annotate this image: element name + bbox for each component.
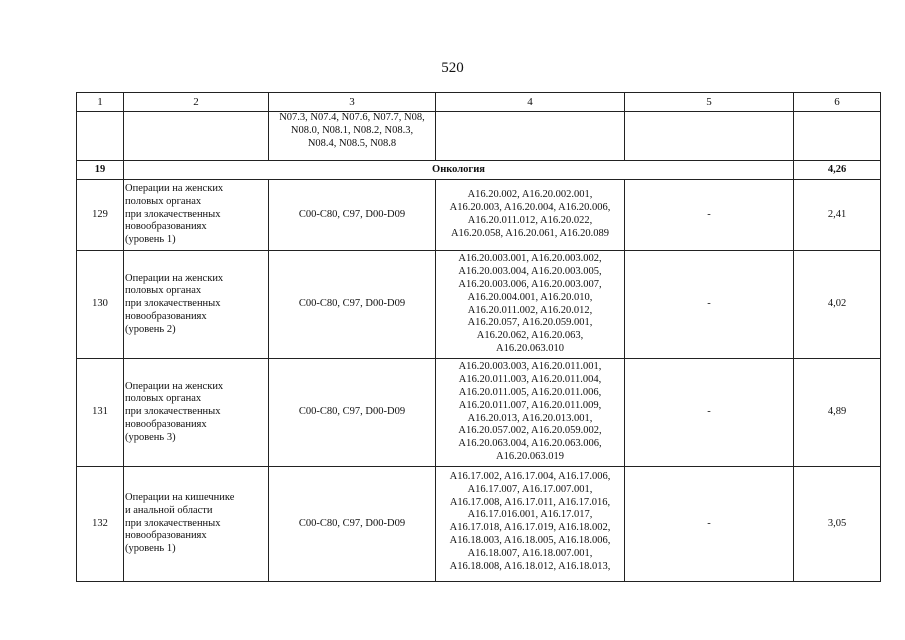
header-row: [77, 93, 881, 112]
header-col-1: 1: [77, 93, 124, 112]
header-col-2: 2: [124, 93, 269, 112]
cell-coefficient: [794, 112, 881, 161]
section-number: 19: [77, 161, 124, 180]
table-row: [77, 251, 881, 359]
header-col-3: 3: [269, 93, 436, 112]
cell-service-codes: [436, 112, 625, 161]
cell-name: [124, 112, 269, 161]
cell-service-codes: A16.20.003.003, A16.20.011.001, A16.20.011.003, A16.20.011.004, A16.20.011.005, A16.20.011.006, A16.20.011.007, A16.20.011.009, A16.20.013, A16.20.013.001, A16.20.057.002, A16.20.059.002, A16.20.063.004, A16.20.063.006, A16.20.063.019: [436, 359, 625, 467]
cell-number: 129: [77, 180, 124, 251]
cell-mkb-codes: N07.3, N07.4, N07.6, N07.7, N08, N08.0, N08.1, N08.2, N08.3, N08.4, N08.5, N08.8: [269, 112, 436, 161]
cell-name: Операции на женских половых органах при злокачественных новообразованиях (уровень 3): [124, 359, 269, 467]
cell-other: -: [625, 359, 794, 467]
cell-mkb-codes: C00-C80, C97, D00-D09: [269, 359, 436, 467]
cell-name: Операции на женских половых органах при злокачественных новообразованиях (уровень 2): [124, 251, 269, 359]
cell-name: Операции на женских половых органах при злокачественных новообразованиях (уровень 1): [124, 180, 269, 251]
table-row: [77, 359, 881, 467]
tariff-table: [76, 92, 881, 582]
cell-service-codes: A16.17.002, A16.17.004, A16.17.006, A16.17.007, A16.17.007.001, A16.17.008, A16.17.011, A16.17.016, A16.17.016.001, A16.17.017, A16.17.018, A16.17.019, A16.18.002, A16.18.003, A16.18.005, A16.18.006, A16.18.007, A16.18.007.001, A16.18.008, A16.18.012, A16.18.013,: [436, 467, 625, 582]
header-col-5: 5: [625, 93, 794, 112]
cell-service-codes: A16.20.003.001, A16.20.003.002, A16.20.003.004, A16.20.003.005, A16.20.003.006, A16.20.003.007, A16.20.004.001, A16.20.010, A16.20.011.002, A16.20.012, A16.20.057, A16.20.059.001, A16.20.062, A16.20.063, A16.20.063.010: [436, 251, 625, 359]
cell-mkb-codes: C00-C80, C97, D00-D09: [269, 180, 436, 251]
cell-coefficient: 3,05: [794, 467, 881, 582]
cell-number: 130: [77, 251, 124, 359]
section-coefficient: 4,26: [794, 161, 881, 180]
cell-coefficient: 4,89: [794, 359, 881, 467]
cell-other: [625, 112, 794, 161]
cell-number: [77, 112, 124, 161]
cell-number: 132: [77, 467, 124, 582]
continuation-row: [77, 112, 881, 161]
cell-other: -: [625, 251, 794, 359]
section-row: [77, 161, 881, 180]
cell-name: Операции на кишечнике и анальной области при злокачественных новообразованиях (уровень 1): [124, 467, 269, 582]
section-title: Онкология: [124, 161, 794, 180]
cell-coefficient: 4,02: [794, 251, 881, 359]
table-row: [77, 467, 881, 582]
cell-coefficient: 2,41: [794, 180, 881, 251]
cell-number: 131: [77, 359, 124, 467]
cell-service-codes: A16.20.002, A16.20.002.001, A16.20.003, A16.20.004, A16.20.006, A16.20.011.012, A16.20.022, A16.20.058, A16.20.061, A16.20.089: [436, 180, 625, 251]
table-row: [77, 180, 881, 251]
cell-mkb-codes: C00-C80, C97, D00-D09: [269, 251, 436, 359]
header-col-6: 6: [794, 93, 881, 112]
cell-other: -: [625, 467, 794, 582]
header-col-4: 4: [436, 93, 625, 112]
cell-mkb-codes: C00-C80, C97, D00-D09: [269, 467, 436, 582]
page-number: 520: [441, 60, 464, 76]
cell-other: -: [625, 180, 794, 251]
